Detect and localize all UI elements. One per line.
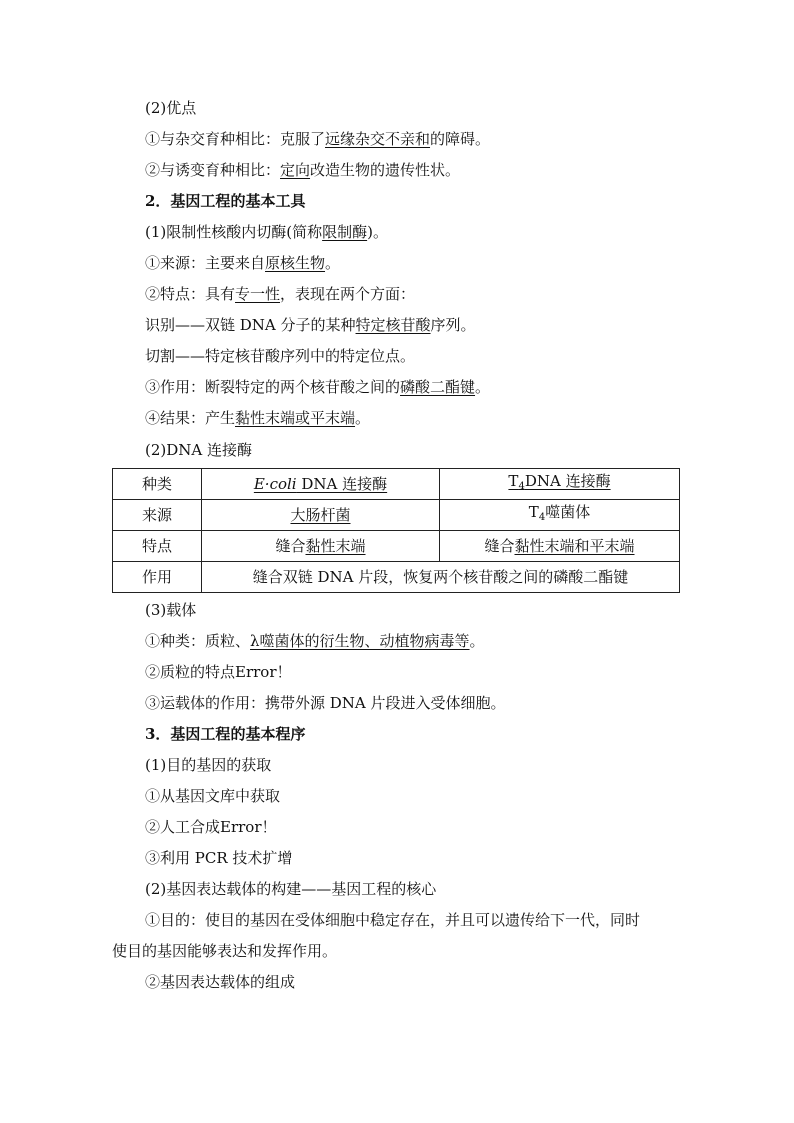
enzyme-source: ①来源：主要来自原核生物。 [145, 254, 341, 272]
pcr-amplification: ③利用 PCR 技术扩增 [145, 849, 293, 867]
cell-ecoli-ligase: E·coli DNA 连接酶 [202, 469, 440, 500]
cell-function: 缝合双链 DNA 片段，恢复两个核苷酸之间的磷酸二酯键 [202, 562, 680, 593]
vector-composition: ②基因表达载体的组成 [145, 973, 296, 991]
cell-t4-feature: 缝合黏性末端和平末端 [440, 531, 680, 562]
cell-ecoli-feature: 缝合黏性末端 [202, 531, 440, 562]
enzyme-function: ③作用：断裂特定的两个核苷酸之间的磷酸二酯键。 [145, 378, 491, 396]
row-label-function: 作用 [113, 562, 202, 593]
advantage-item-1: ①与杂交育种相比：克服了远缘杂交不亲和的障碍。 [145, 130, 491, 148]
ligase-table [112, 468, 680, 593]
cell-t4-ligase: $T_4DNA$ 连接酶 [440, 469, 680, 500]
enzyme-result: ④结果：产生黏性末端或平末端。 [145, 409, 371, 427]
answer-blank: 黏性末端或平末端 [235, 409, 356, 427]
enzyme-cut: 切割——特定核苷酸序列中的特定位点。 [145, 347, 416, 365]
answer-blank: 限制酶 [322, 223, 368, 241]
advantage-item-2: ②与诱变育种相比：定向改造生物的遗传性状。 [145, 161, 461, 179]
plasmid-feature: ②质粒的特点Error！ [145, 663, 292, 681]
vector-heading: (3)载体 [145, 601, 197, 619]
table-row [113, 531, 680, 562]
restriction-enzyme-heading: (1)限制性核酸内切酶(简称限制酶)。 [145, 223, 388, 241]
answer-blank: 特定核苷酸 [355, 316, 431, 334]
vector-function: ③运载体的作用：携带外源 DNA 片段进入受体细胞。 [145, 694, 506, 712]
advantages-heading: (2)优点 [145, 99, 197, 117]
cell-ecoli-source: 大肠杆菌 [202, 500, 440, 531]
gene-obtain-heading: (1)目的基因的获取 [145, 756, 272, 774]
from-gene-library: ①从基因文库中获取 [145, 787, 281, 805]
answer-blank: 原核生物 [265, 254, 326, 272]
vector-construction-heading: (2)基因表达载体的构建——基因工程的核心 [145, 880, 437, 898]
purpose-line-2: 使目的基因能够表达和发挥作用。 [112, 942, 338, 960]
row-label-source: 来源 [113, 500, 202, 531]
answer-blank: 远缘杂交不亲和 [325, 130, 431, 148]
answer-blank: 定向 [280, 161, 311, 179]
answer-blank: λ噬菌体的衍生物、动植物病毒等 [250, 632, 470, 650]
row-label-feature: 特点 [113, 531, 202, 562]
ligase-heading: (2)DNA 连接酶 [145, 441, 252, 459]
section-heading-tools: 2．基因工程的基本工具 [145, 192, 306, 210]
section-heading-procedure: 3．基因工程的基本程序 [145, 725, 306, 743]
row-label-kind: 种类 [113, 469, 202, 500]
purpose-line-1: ①目的：使目的基因在受体细胞中稳定存在，并且可以遗传给下一代，同时 [145, 911, 641, 929]
table-row [113, 500, 680, 531]
answer-blank: 磷酸二酯键 [400, 378, 476, 396]
table-row [113, 469, 680, 500]
table-row [113, 562, 680, 593]
artificial-synthesis: ②人工合成Error！ [145, 818, 277, 836]
vector-kinds: ①种类：质粒、λ噬菌体的衍生物、动植物病毒等。 [145, 632, 485, 650]
enzyme-recognize: 识别——双链 DNA 分子的某种特定核苷酸序列。 [145, 316, 476, 334]
cell-t4-source: $T_4$噬菌体 [440, 500, 680, 531]
answer-blank: 专一性 [235, 285, 281, 303]
enzyme-feature: ②特点：具有专一性，表现在两个方面： [145, 285, 416, 303]
